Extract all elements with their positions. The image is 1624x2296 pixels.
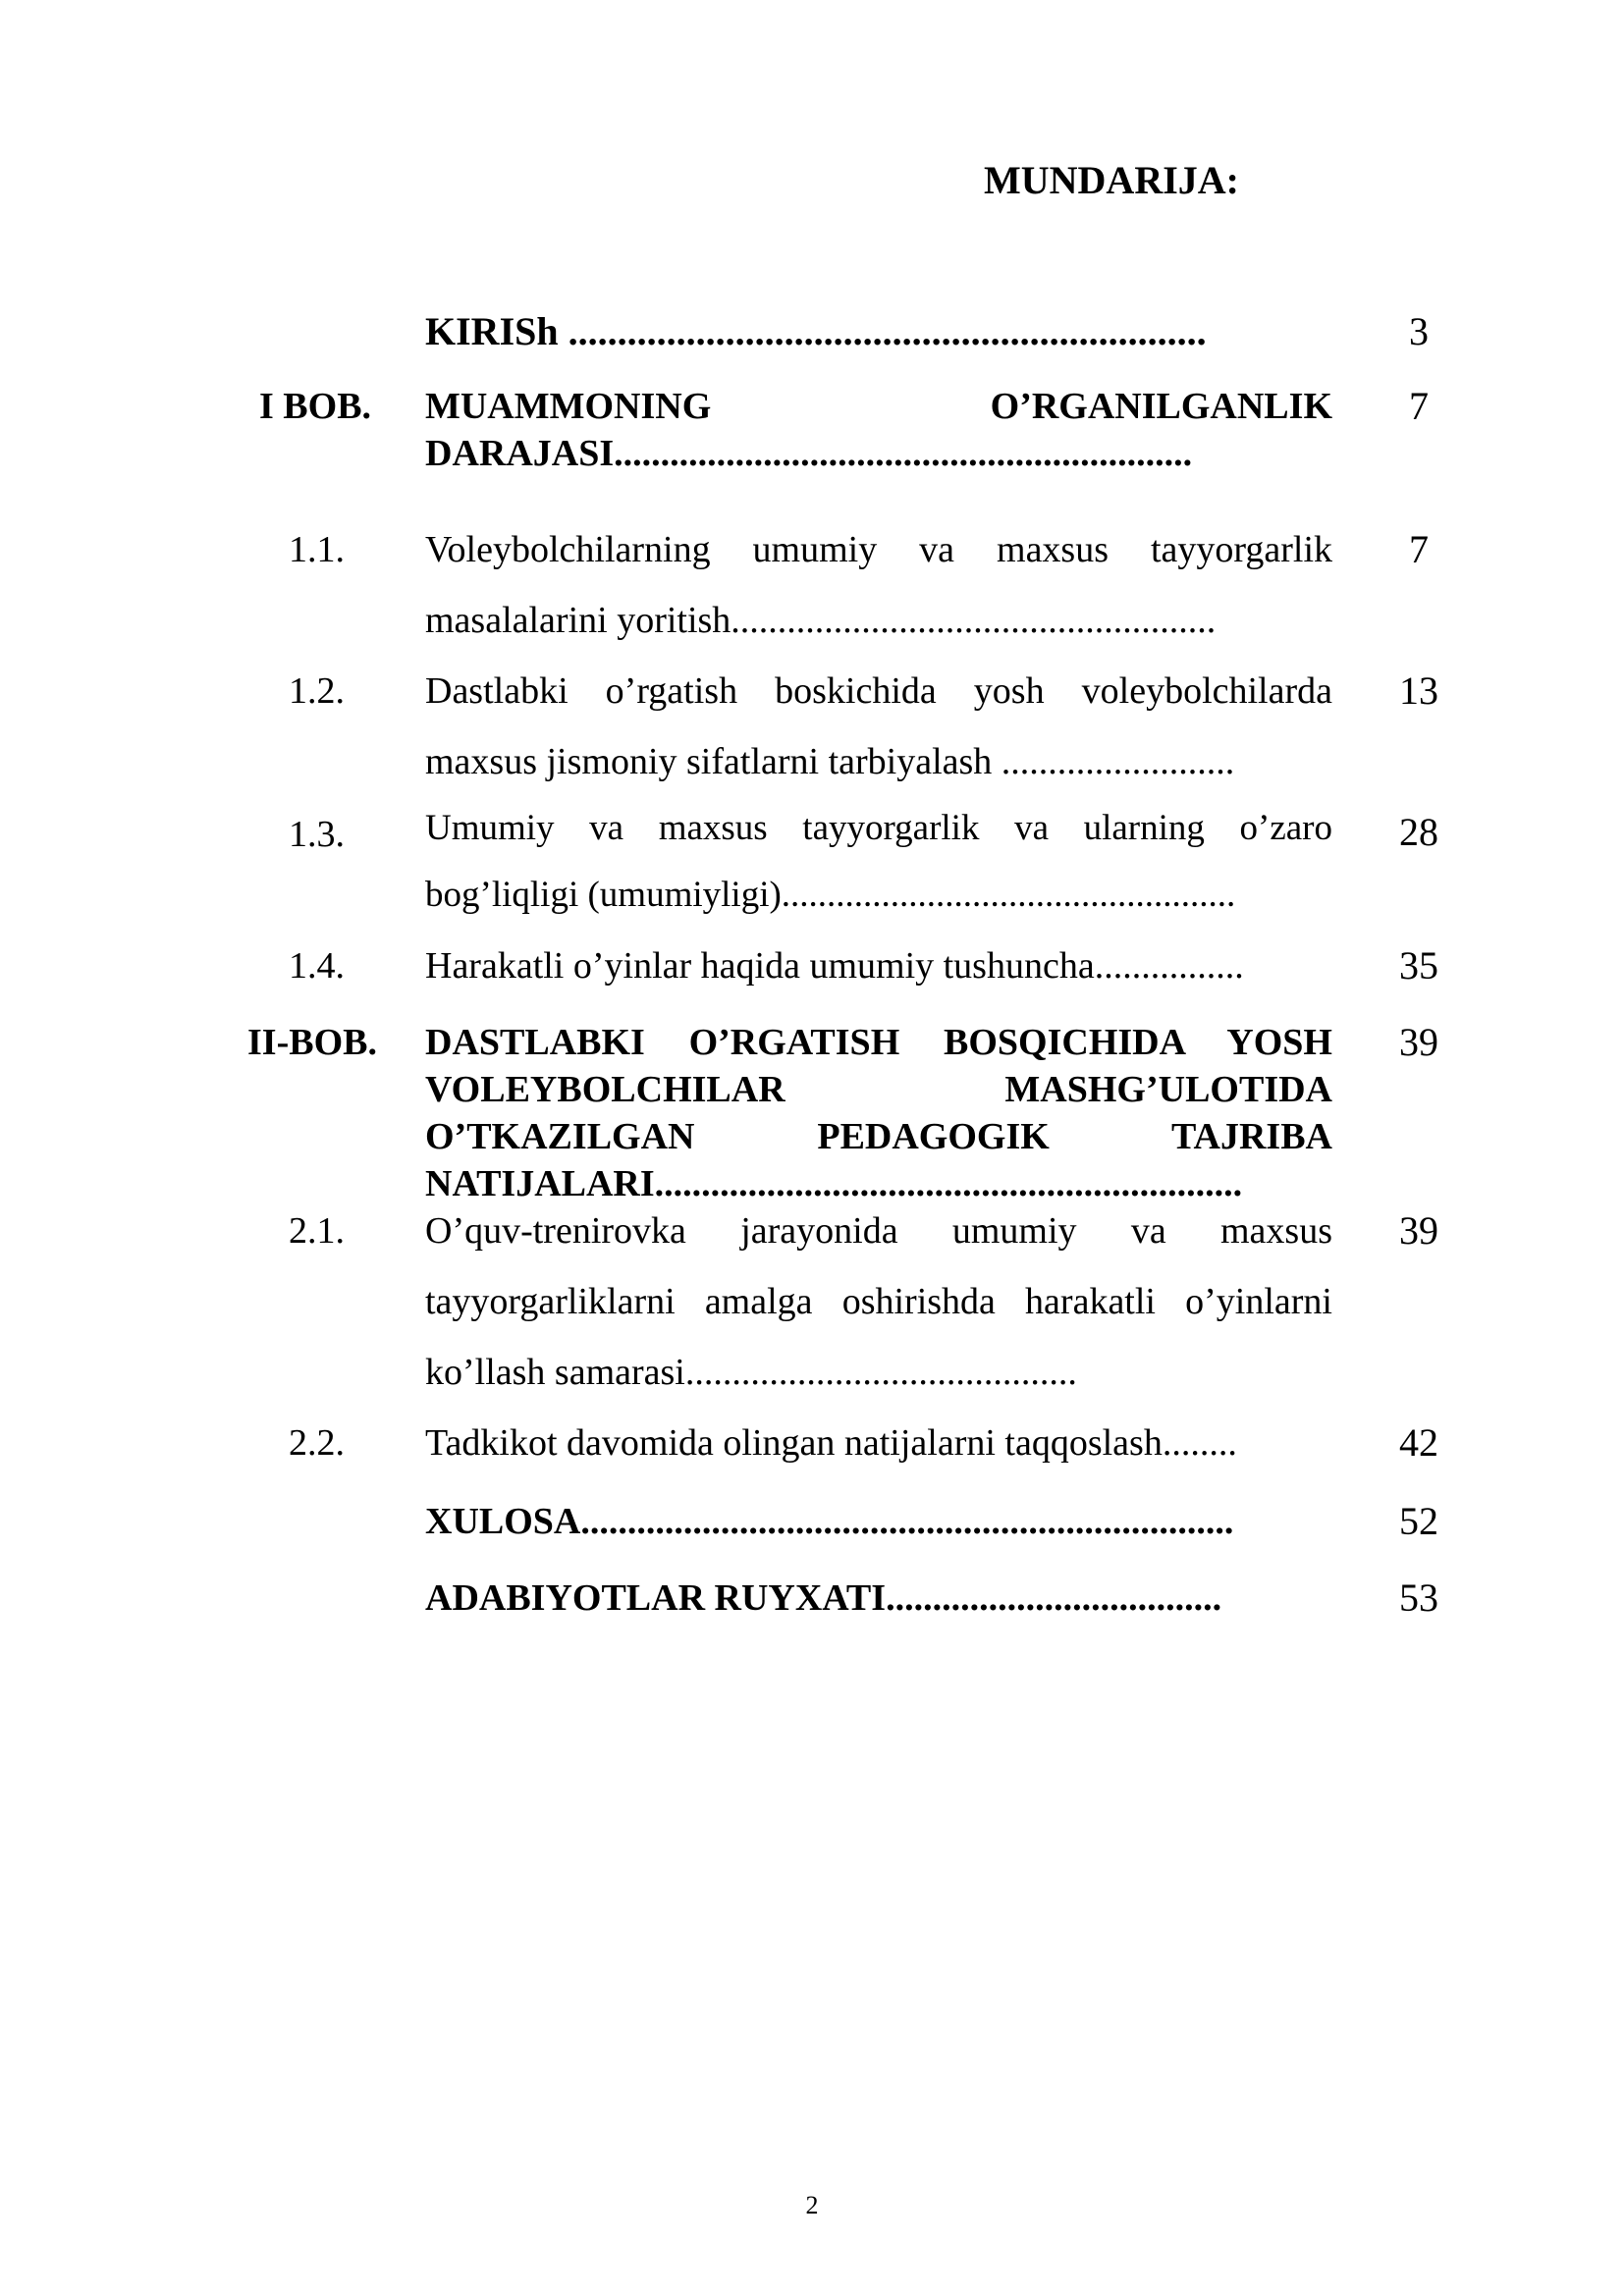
- toc-entry-title: Umumiy va maxsus tayyorgarlik va ularning o’zaro bog’liqligi (umumiyligi)..................................................: [425, 808, 1332, 915]
- toc-entry-title: MUAMMONING O’RGANILGANLIK DARAJASI..............................................................: [425, 386, 1332, 474]
- toc-entry-title: Dastlabki o’rgatish boskichida yosh voleybolchilarda maxsus jismoniy sifatlarni tarbiyalash .........................: [425, 670, 1332, 782]
- toc-entry-page: 3: [1409, 309, 1429, 353]
- toc-entry-page: 53: [1399, 1575, 1438, 1620]
- toc-entry-title: O’quv-trenirovka jarayonida umumiy va maxsus tayyorgarliklarni amalga oshirishda harakatli o’yinlarni ko’llash samarasi..........................................: [425, 1210, 1332, 1393]
- toc-entry-number: 2.2.: [289, 1422, 345, 1464]
- toc-entry-page: 39: [1399, 1208, 1438, 1253]
- toc-entry-page: 28: [1399, 810, 1438, 854]
- toc-entry-title: KIRISh .................................................................: [425, 309, 1207, 353]
- toc-entry-page: 13: [1399, 668, 1438, 713]
- toc-entry-title: ADABIYOTLAR RUYXATI....................................: [425, 1577, 1222, 1619]
- toc-entry-number: 2.1.: [289, 1210, 345, 1252]
- toc-entry-page: 42: [1399, 1420, 1438, 1465]
- toc-entry-title: XULOSA......................................................................: [425, 1501, 1234, 1542]
- toc-entry-number: 1.3.: [289, 814, 345, 855]
- toc-entry-title: Tadkikot davomida olingan natijalarni taqqoslash........: [425, 1422, 1237, 1464]
- toc-entry-page: 52: [1399, 1499, 1438, 1543]
- toc-entry-number: 1.4.: [289, 945, 345, 987]
- toc-entry-number: 1.1.: [289, 529, 345, 570]
- toc-entry-title: Voleybolchilarning umumiy va maxsus tayyorgarlik masalalarini yoritish....................................................: [425, 529, 1332, 641]
- toc-entry-title: DASTLABKI O’RGATISH BOSQICHIDA YOSH VOLEYBOLCHILAR MASHG’ULOTIDA O’TKAZILGAN PEDAGOGIK TAJRIBA NATIJALARI...............................................................: [425, 1022, 1332, 1204]
- page-title-text: MUNDARIJA:: [984, 158, 1239, 202]
- page-number-text: 2: [805, 2191, 819, 2219]
- toc-entry-page: 7: [1409, 527, 1429, 571]
- toc-entry-number: II-BOB.: [247, 1022, 377, 1063]
- page-number: [0, 2191, 1624, 2220]
- toc-entry-number: I BOB.: [259, 386, 372, 427]
- toc-entry-page: 35: [1399, 943, 1438, 988]
- toc-entry-page: 39: [1399, 1020, 1438, 1064]
- toc-entry-page: 7: [1409, 384, 1429, 428]
- toc-entry-number: 1.2.: [289, 670, 345, 712]
- toc-entry-title: Harakatli o’yinlar haqida umumiy tushuncha................: [425, 945, 1244, 987]
